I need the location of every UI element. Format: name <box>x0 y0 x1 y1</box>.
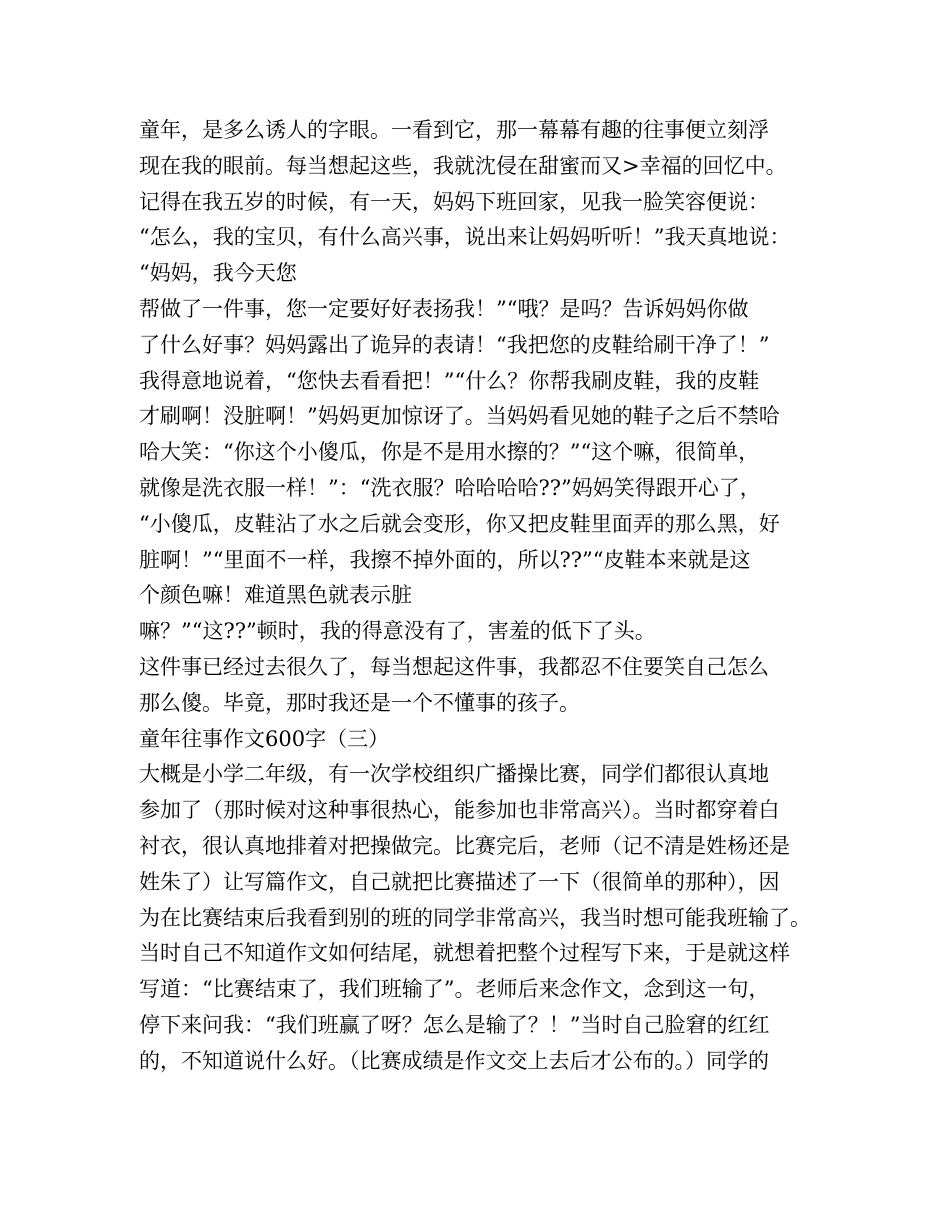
text-line: 为在比赛结束后我看到别的班的同学非常高兴，我当时想可能我班输了。 <box>139 905 811 930</box>
text-line: 哈大笑：“你这个小傻瓜，你是不是用水擦的？”“这个嘛，很简单， <box>139 440 760 465</box>
text-line: 才刷啊！没脏啊！”妈妈更加惊讶了。当妈妈看见她的鞋子之后不禁哈 <box>139 404 780 429</box>
text-line: 脏啊！”“里面不一样，我擦不掉外面的，所以??”“皮鞋本来就是这 <box>139 547 751 572</box>
text-line: 姓朱了）让写篇作文，自己就把比赛描述了一下（很简单的那种），因 <box>139 869 780 894</box>
text-line: 了什么好事？妈妈露出了诡异的表请！“我把您的皮鞋给刷干净了！” <box>139 332 770 357</box>
text-line: 童年，是多么诱人的字眼。一看到它，那一幕幕有趣的往事便立刻浮 <box>139 118 769 142</box>
essay-text <box>139 113 819 1080</box>
text-line: 那么傻。毕竟，那时我还是一个不懂事的孩子。 <box>139 690 580 715</box>
text-line: 现在我的眼前。每当想起这些，我就沈侵在甜蜜而又>幸福的回忆中。 <box>139 153 787 178</box>
text-line: 衬衣，很认真地排着对把操做完。比赛完后，老师（记不清是姓杨还是 <box>139 833 790 858</box>
text-line: 记得在我五岁的时候，有一天，妈妈下班回家，见我一脸笑容便说： <box>139 189 769 214</box>
text-line: 我得意地说着，“您快去看看把！”“什么？你帮我刷皮鞋，我的皮鞋 <box>139 368 760 393</box>
text-line: 帮做了一件事，您一定要好好表扬我！”“哦？是吗？告诉妈妈你做 <box>139 296 749 321</box>
text-line: 个颜色嘛！难道黑色就表示脏 <box>139 583 412 608</box>
text-line: 停下来问我：“我们班赢了呀？怎么是输了？！”当时自己脸窘的红红 <box>139 1012 770 1037</box>
text-line: “小傻瓜，皮鞋沾了水之后就会变形，你又把皮鞋里面弄的那么黑，好 <box>139 511 780 536</box>
text-line: 这件事已经过去很久了，每当想起这件事，我都忍不住要笑自己怎么 <box>139 654 769 679</box>
text-line: 参加了（那时候对这种事很热心，能参加也非常高兴）。当时都穿着白 <box>139 798 780 823</box>
text-line: 嘛？”“这??”顿时，我的得意没有了，害羞的低下了头。 <box>139 619 656 644</box>
text-line: 童年往事作文600字（三） <box>139 726 390 751</box>
text-line: 大概是小学二年级，有一次学校组织广播操比赛，同学们都很认真地 <box>139 762 769 787</box>
text-line: 写道：“比赛结束了，我们班输了”。老师后来念作文，念到这一句， <box>139 977 770 1002</box>
text-line: “妈妈，我今天您 <box>139 261 297 286</box>
text-line: 的，不知道说什么好。（比赛成绩是作文交上去后才公布的。）同学的 <box>139 1048 769 1073</box>
text-line: 当时自己不知道作文如何结尾，就想着把整个过程写下来，于是就这样 <box>139 941 790 966</box>
text-line: “怎么，我的宝贝，有什么高兴事，说出来让妈妈听听！”我天真地说： <box>139 225 791 250</box>
text-line: 就像是洗衣服一样！”：“洗衣服？哈哈哈哈??”妈妈笑得跟开心了， <box>139 475 761 500</box>
